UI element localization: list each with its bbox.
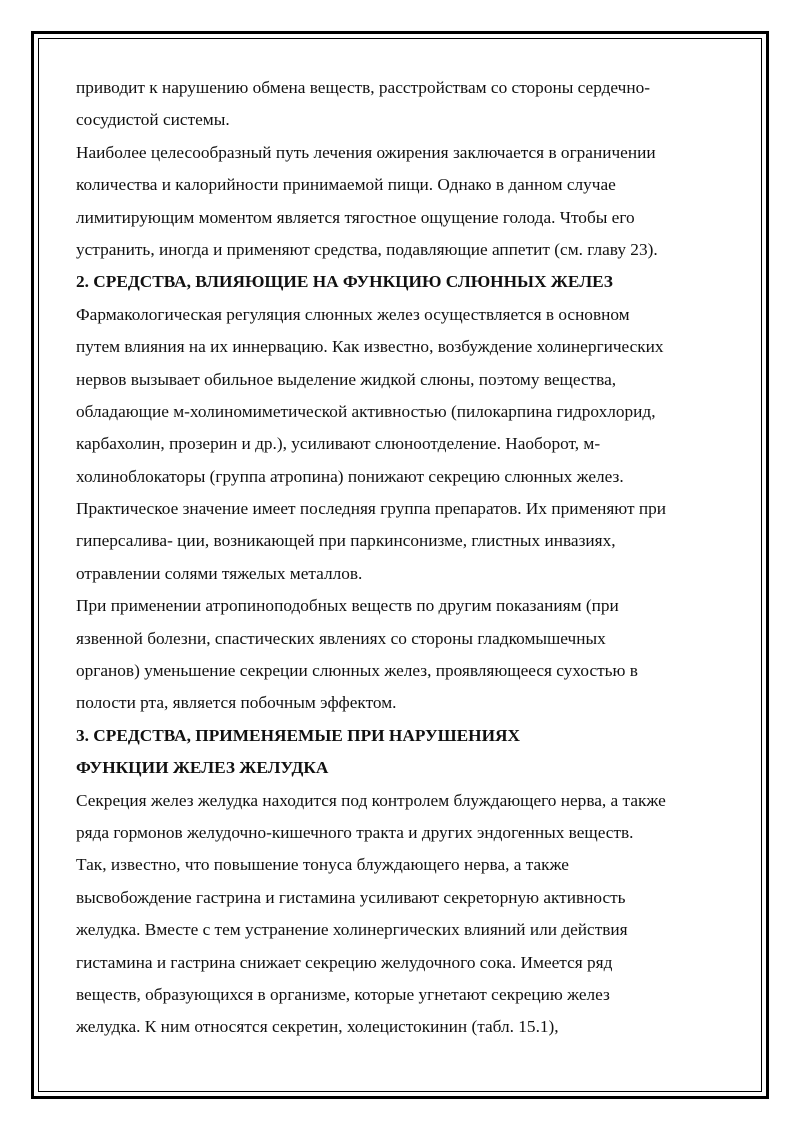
text-line: язвенной болезни, спастических явлениях со стороны гладкомышечных xyxy=(76,628,606,648)
text-line: Секреция желез желудка находится под контролем блуждающего нерва, а также xyxy=(76,790,666,810)
text-line: органов) уменьшение секреции слюнных желез, проявляющееся сухостью в xyxy=(76,661,638,681)
text-line: ряда гормонов желудочно-кишечного тракта и других эндогенных веществ. xyxy=(76,822,634,842)
text-line: При применении атропиноподобных веществ по другим показаниям (при xyxy=(76,596,619,616)
text-line: карбахолин, прозерин и др.), усиливают слюноотделение. Наоборот, м- xyxy=(76,434,601,454)
text-line: нервов вызывает обильное выделение жидкой слюны, поэтому вещества, xyxy=(76,369,617,389)
text-line: приводит к нарушению обмена веществ, расстройствам со стороны сердечно- xyxy=(76,78,650,97)
text-line: полости рта, является побочным эффектом. xyxy=(76,693,397,713)
text-line: обладающие м-холиномиметической активностью (пилокарпина гидрохлорид, xyxy=(76,401,656,421)
text-line: веществ, образующихся в организме, которые угнетают секрецию желез xyxy=(76,984,610,1004)
text-line: высвобождение гастрина и гистамина усиливают секреторную активность xyxy=(76,887,626,907)
text-line: Наиболее целесообразный путь лечения ожирения заключается в ограничении xyxy=(76,142,656,162)
text-line: Так, известно, что повышение тонуса блуждающего нерва, а также xyxy=(76,855,569,875)
section-heading-line: 3. СРЕДСТВА, ПРИМЕНЯЕМЫЕ ПРИ НАРУШЕНИЯХ xyxy=(76,725,520,745)
text-line: количества и калорийности принимаемой пищи. Однако в данном случае xyxy=(76,175,616,195)
text-line: гиперсалива- ции, возникающей при паркинсонизме, глистных инвазиях, xyxy=(76,531,616,551)
text-line: Фармакологическая регуляция слюнных желез осуществляется в основном xyxy=(76,304,630,324)
section-heading-line: 2. СРЕДСТВА, ВЛИЯЮЩИЕ НА ФУНКЦИЮ СЛЮННЫХ ЖЕЛЕЗ xyxy=(76,272,613,292)
text-line: сосудистой системы. xyxy=(76,110,230,130)
text-line: лимитирующим моментом является тягостное ощущение голода. Чтобы его xyxy=(76,207,635,227)
text-line: отравлении солями тяжелых металлов. xyxy=(76,563,363,583)
text-line: гистамина и гастрина снижает секрецию желудочного сока. Имеется ряд xyxy=(76,952,613,972)
section-heading-line: ФУНКЦИИ ЖЕЛЕЗ ЖЕЛУДКА xyxy=(76,758,329,778)
text-line: устранить, иногда и применяют средства, подавляющие аппетит (см. главу 23). xyxy=(76,239,658,259)
text-line: желудка. К ним относятся секретин, холецистокинин (табл. 15.1), xyxy=(76,1017,559,1037)
text-line: Практическое значение имеет последняя группа препаратов. Их применяют при xyxy=(76,499,666,519)
text-line: холиноблокаторы (группа атропина) понижают секрецию слюнных желез. xyxy=(76,466,624,486)
text-line: желудка. Вместе с тем устранение холинергических влияний или действия xyxy=(76,920,628,940)
text-line: путем влияния на их иннервацию. Как известно, возбуждение холинергических xyxy=(76,337,664,357)
document-body xyxy=(76,72,736,1044)
